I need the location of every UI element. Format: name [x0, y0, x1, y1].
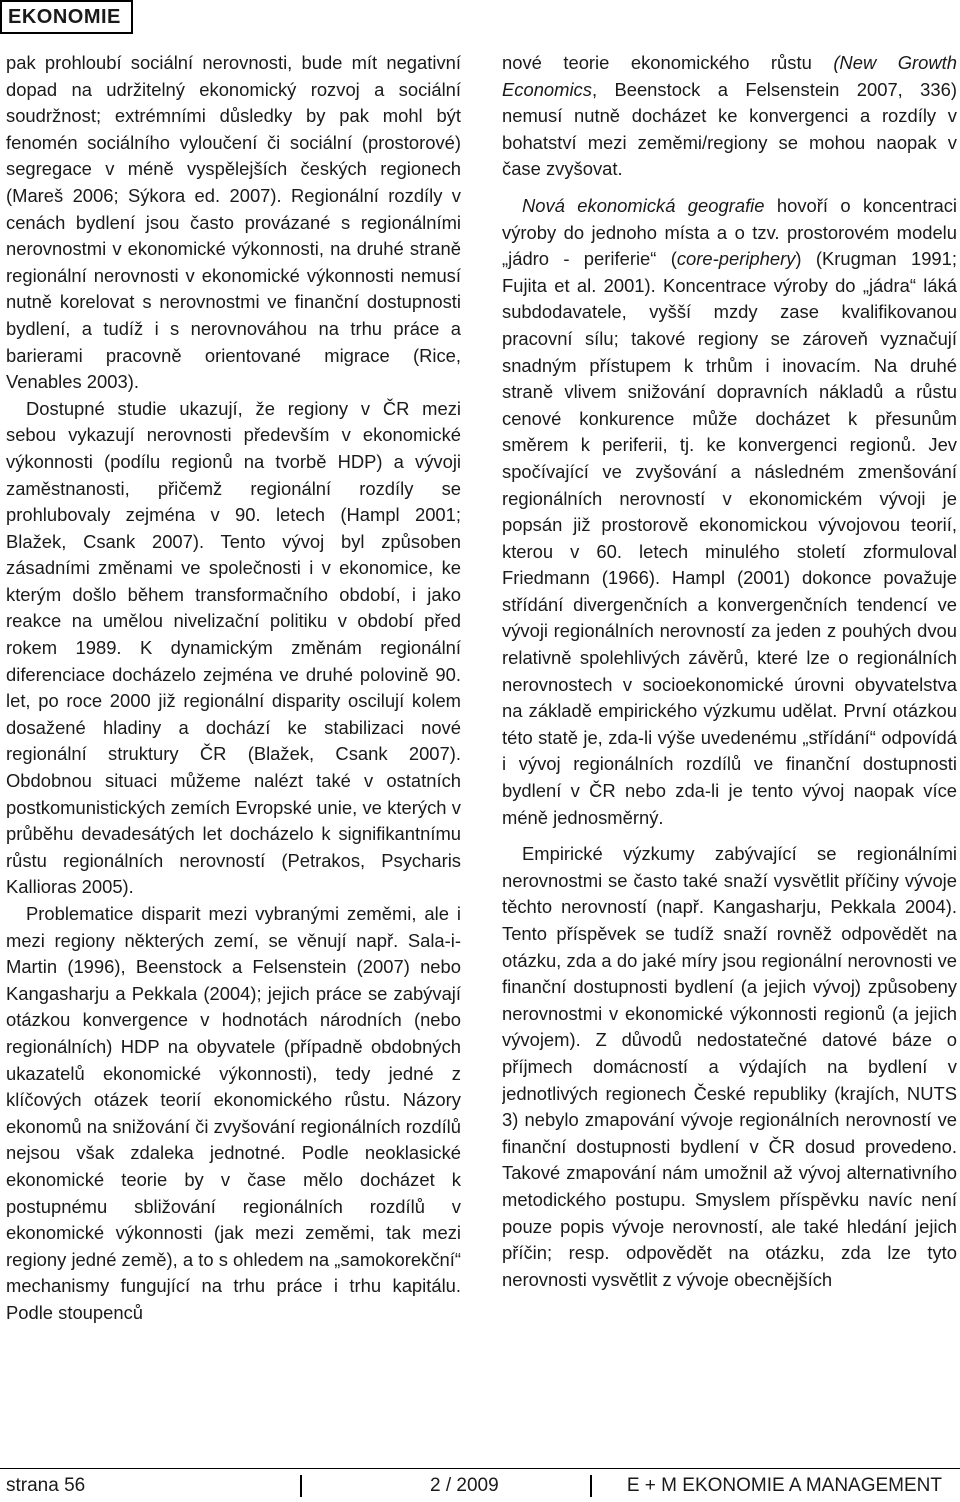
right-p2-text-b: ) (Krugman 1991; Fujita et al. 2001). Koncentrace výroby do „jádra“ láká subdodavatele, vyšší mzdy zase kvalifikovanou pracovní sílu; takové regiony se zároveň vyznačují snadným přístupem k trhům i inovacím. Na druhé straně vlivem snižování dopravních nákladů a růstu cenové konkurence může docházet k přesunům směrem k periferii, tj. ke konvergenci regionů. Jev spočívající ve zvyšování a následném zmenšování regionálních nerovností v ekonomickém vývoji je popsán již prostorově ekonomickou vývojovou teorií, kterou v 60. letech minulého století zformuloval Friedmann (1966). Hampl (2001) dokonce považuje střídání divergenčních a konvergenčních tendencí ve vývoji regionálních nerovností za jeden z pouhých dvou relativně spolehlivých závěrů, které lze o regionálních nerovnostech v socioekonomické úrovni obyvatelstva na základě empirického výzkumu udělat. První otázkou této statě je, zda-li výše uvedenému „střídání“ odpovídá i vývoj regionálních rozdílů ve finanční dostupnosti bydlení v ČR nebo zda-li je tento vývoj naopak více méně jednosměrný. — [502, 248, 957, 828]
right-paragraph-3: Empirické výzkumy zabývající se regionálními nerovnostmi se často také snaží vysvětlit příčiny vývoje těchto nerovností (např. Kangasharju, Pekkala 2004). Tento příspěvek se tudíž snaží rovněž odpovědět na otázku, zda a do jaké míry jsou regionální nerovnosti ve finanční dostupnosti bydlení (a jejich vývoj) způsobeny nerovnostmi v ekonomické výkonnosti regionů (a jejich vývojem). Z důvodů nedostatečné datové báze o příjmech domácností a výdajích na bydlení v jednotlivých regionech České republiky (krajích, NUTS 3) nebylo zmapování vývoje regionálních nerovností ve finanční dostupnosti bydlení v ČR dosud provedeno. Takové zmapování nám umožnil až vývoj alternativního metodického postupu. Smyslem příspěvku navíc není pouze popis vývoje nerovností, ale také hledání jejich příčin; resp. odpovědět na otázku, zda lze tyto nerovnosti vysvětlit z vývoje obecnějších — [502, 843, 957, 1290]
issue-number: 2 / 2009 — [430, 1475, 499, 1496]
footer-divider — [590, 1475, 592, 1497]
right-p1-text-b: , Beenstock a Felsenstein 2007, 336) nemusí nutně docházet ke konvergenci a rozdíly v bohatství mezi zeměmi/regiony se mohou naopak v čase zvyšovat. — [502, 78, 957, 180]
page-number: strana 56 — [6, 1475, 86, 1496]
page-footer — [0, 1468, 960, 1502]
right-paragraph-2 — [502, 193, 957, 831]
right-paragraph-1 — [502, 50, 957, 183]
right-p2-italic-1: Nová ekonomická geografie — [522, 194, 765, 216]
left-paragraph-3: Problematice disparit mezi vybranými zeměmi, ale i mezi regiony některých zemí, se věnují např. Sala-i-Martin (1996), Beenstock a Felsenstein (2007) nebo Kangasharju a Pekkala (2004); jejich práce se zabývají otázkou konvergence v hodnotách národních (nebo regionálních) HDP na obyvatele (případně obdobných ukazatelů ekonomické výkonnosti), tedy jedné z klíčových otázek teorií ekonomického růstu. Názory ekonomů na snižování či zvyšování regionálních rozdílů nejsou však zdaleka jednotné. Podle neoklasické ekonomické teorie by v čase mělo docházet k postupnému sbližování regionálních rozdílů v ekonomické výkonnosti (jak mezi zeměmi, tak mezi regiony jedné země), a to s ohledem na „samokorekční“ mechanismy fungující na trhu práce i trhu kapitálu. Podle stoupenců — [6, 903, 461, 1323]
right-p2-italic-2: core-periphery — [676, 248, 796, 270]
journal-name: E + M EKONOMIE A MANAGEMENT — [626, 1475, 942, 1496]
right-column — [502, 50, 957, 1440]
section-label: EKONOMIE — [0, 0, 133, 34]
right-p2-text-a: hovoří o koncentraci výroby do jednoho místa a o tzv. prostorovém modelu „jádro - periferie“ ( — [502, 194, 957, 270]
footer-divider — [300, 1475, 302, 1497]
left-column — [6, 50, 461, 1440]
left-paragraph-1: pak prohloubí sociální nerovnosti, bude mít negativní dopad na udržitelný ekonomický rozvoj a sociální soudržnost; extrémními důsledky by pak mohl být fenomén sociálního vyloučení či sociální (prostorové) segregace v méně vyspělejších českých regionech (Mareš 2006; Sýkora ed. 2007). Regionální rozdíly v cenách bydlení jsou často provázané s regionálními nerovnostmi v ekonomické výkonnosti, na druhé straně regionální nerovnosti v ekonomické výkonnosti nemusí nutně korelovat s nerovnostmi ve finanční dostupnosti bydlení, a tudíž i s nerovnováhou na trhu práce a barierami pracovně orientované migrace (Rice, Venables 2003). — [6, 52, 461, 393]
left-paragraph-2: Dostupné studie ukazují, že regiony v ČR mezi sebou vykazují nerovnosti především v ekonomické výkonnosti (podílu regionů na tvorbě HDP) a vývoji zaměstnanosti, přičemž regionální rozdíly se prohlubovaly zejména v 90. letech (Hampl 2001; Blažek, Csank 2007). Tento vývoj byl způsoben zásadními změnami ve společnosti i v ekonomice, ke kterým došlo během transformačního období, i jako reakce na umělou nivelizační politiku v období před rokem 1989. K dynamickým změnám regionální diferenciace docházelo zejména ve druhé polovině 90. let, po roce 2000 již regionální disparity oscilují kolem dosažené hladiny a dochází ke stabilizaci nové regionální struktury ČR (Blažek, Csank 2007). Obdobnou situaci můžeme nalézt také v ostatních postkomunistických zemích Evropské unie, ve kterých v průběhu devadesátých let docházelo k signifikantnímu růstu regionálních nerovností (Petrakos, Psycharis Kallioras 2005). — [6, 397, 461, 898]
right-p1-text-a: nové teorie ekonomického růstu — [502, 52, 834, 73]
right-p1-italic: (New Growth Economics — [502, 52, 957, 100]
